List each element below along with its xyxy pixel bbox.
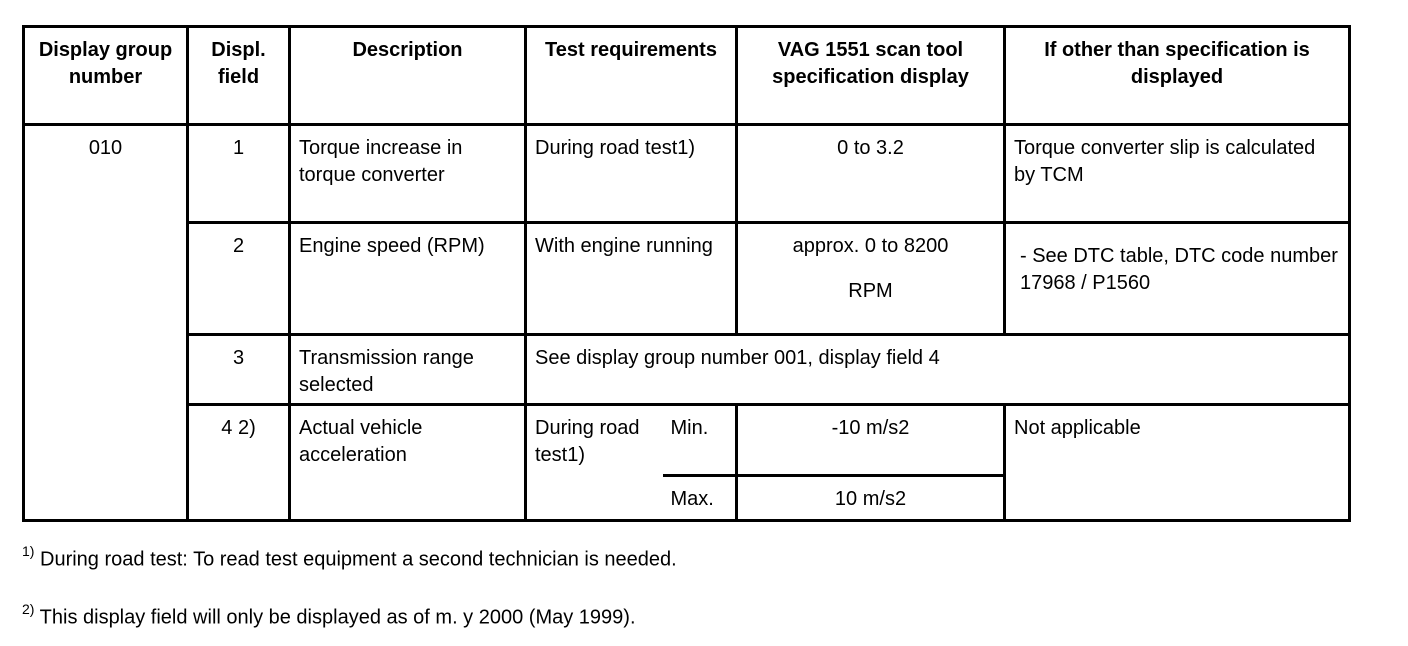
min-value: -10 m/s2 bbox=[737, 405, 1005, 476]
dtc-reference: - See DTC table, DTC code number 17968 / P1560 bbox=[1020, 245, 1338, 294]
description-cell: Transmission range selected bbox=[290, 335, 526, 405]
min-label: Min. bbox=[663, 405, 737, 476]
other-cell: Torque converter slip is calculated by TCM bbox=[1005, 125, 1350, 223]
header-other: If other than specification is displayed bbox=[1005, 27, 1350, 125]
description-cell: Engine speed (RPM) bbox=[290, 223, 526, 335]
table-row bbox=[24, 223, 1350, 335]
description-cell: Actual vehicle acceleration bbox=[290, 405, 526, 521]
field-cell: 4 2) bbox=[188, 405, 290, 521]
table-row bbox=[24, 125, 1350, 223]
spec-range: approx. 0 to 8200 bbox=[792, 235, 949, 257]
footnote-mark: 1) bbox=[22, 543, 35, 559]
header-spec: VAG 1551 scan tool specification display bbox=[737, 27, 1005, 125]
footnote-text: During road test: To read test equipment a second technician is needed. bbox=[40, 548, 677, 571]
test-cell: During road test1) bbox=[526, 125, 737, 223]
footnote-mark: 2) bbox=[22, 601, 35, 617]
other-cell: Not applicable bbox=[1005, 405, 1350, 521]
spec-cell bbox=[737, 223, 1005, 335]
max-value: 10 m/s2 bbox=[737, 476, 1005, 521]
header-field: Displ. field bbox=[188, 27, 290, 125]
merged-cell: See display group number 001, display field 4 bbox=[526, 335, 1350, 405]
test-cell: With engine running bbox=[526, 223, 737, 335]
footnote-text: This display field will only be displayed as of m. y 2000 (May 1999). bbox=[39, 606, 636, 629]
other-cell bbox=[1005, 223, 1350, 335]
table-row bbox=[24, 405, 1350, 476]
footnote-1 bbox=[22, 545, 677, 572]
field-cell: 2 bbox=[188, 223, 290, 335]
spec-cell: 0 to 3.2 bbox=[737, 125, 1005, 223]
footnote-2 bbox=[22, 603, 636, 630]
spec-unit: RPM bbox=[848, 280, 893, 302]
header-description: Description bbox=[290, 27, 526, 125]
field-cell: 1 bbox=[188, 125, 290, 223]
header-row bbox=[24, 27, 1350, 125]
group-number: 010 bbox=[24, 125, 188, 521]
test-cell: During road test1) bbox=[526, 405, 663, 521]
max-label: Max. bbox=[663, 476, 737, 521]
spec-table bbox=[22, 25, 1351, 522]
table-row bbox=[24, 335, 1350, 405]
header-group: Display group number bbox=[24, 27, 188, 125]
description-cell: Torque increase in torque converter bbox=[290, 125, 526, 223]
header-test: Test requirements bbox=[526, 27, 737, 125]
field-cell: 3 bbox=[188, 335, 290, 405]
